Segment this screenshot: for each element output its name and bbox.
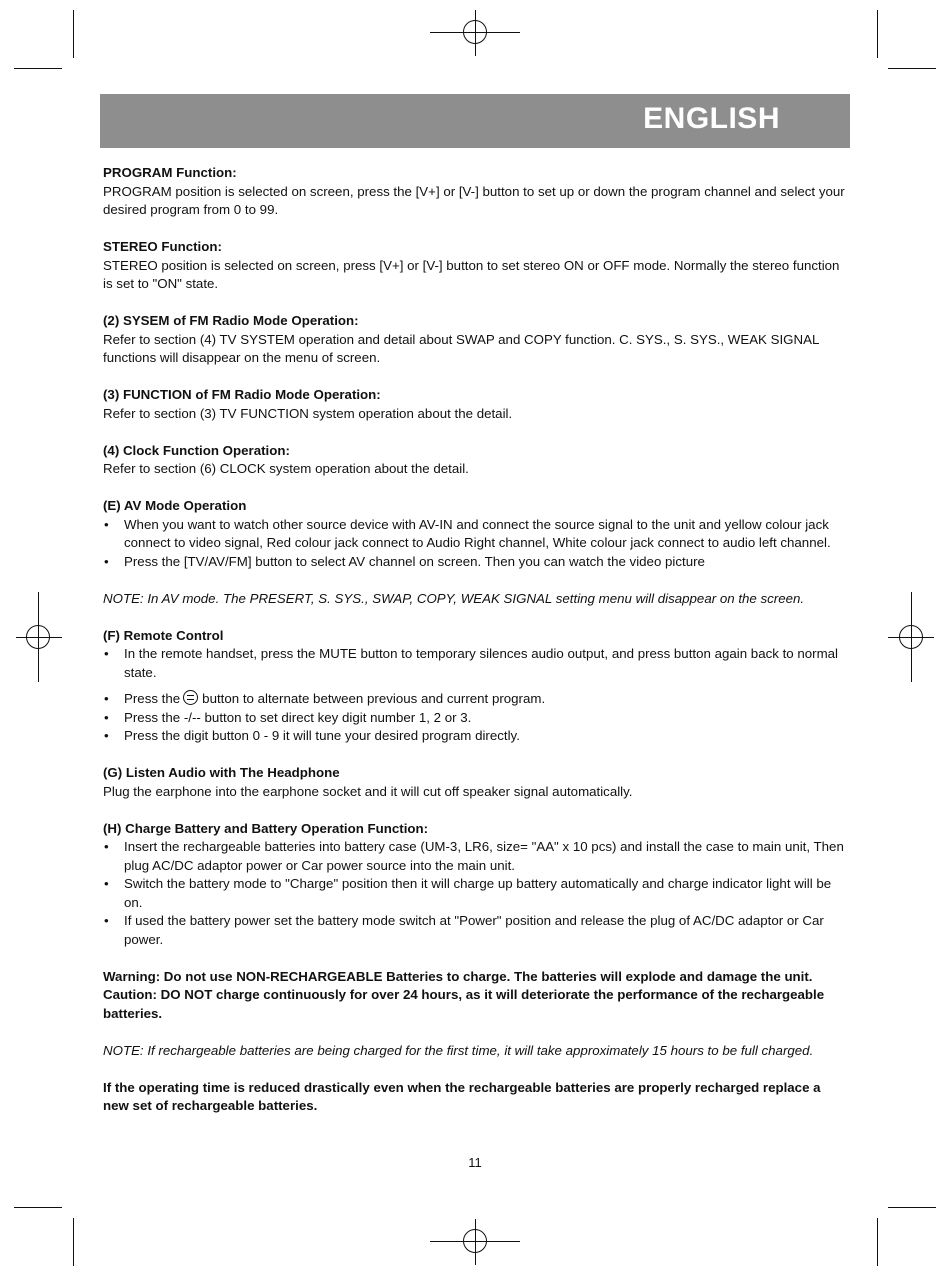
- headphone-heading: (G) Listen Audio with The Headphone: [103, 765, 340, 780]
- program-section: [103, 164, 849, 220]
- crop-mark: [14, 68, 62, 69]
- warning-text: Warning: Do not use NON-RECHARGEABLE Batteries to charge. The batteries will explode and damage the unit.: [103, 968, 813, 984]
- final-text: If the operating time is reduced drastically even when the rechargeable batteries are properly recharged replace a new set of rechargeable batteries.: [103, 1079, 821, 1113]
- crop-mark: [73, 1218, 74, 1266]
- stereo-heading: STEREO Function:: [103, 239, 222, 254]
- list-item: • Press the -/-- button to set direct key digit number 1, 2 or 3.: [103, 709, 849, 728]
- warning-section: [103, 968, 849, 1024]
- program-heading: PROGRAM Function:: [103, 165, 237, 180]
- caution-text: Caution: DO NOT charge continuously for over 24 hours, as it will deteriorate the performance of the rechargeable batteries.: [103, 987, 825, 1021]
- battery-heading: (H) Charge Battery and Battery Operation Function:: [103, 820, 429, 836]
- sysem-section: [103, 312, 849, 368]
- crop-mark: [14, 1207, 62, 1208]
- list-item: • In the remote handset, press the MUTE button to temporary silences audio output, and press button again back to normal state.: [103, 645, 849, 682]
- av-note-section: [103, 590, 849, 609]
- clock-heading: (4) Clock Function Operation:: [103, 442, 290, 458]
- remote-list: [103, 645, 849, 746]
- function-body: Refer to section (3) TV FUNCTION system operation about the detail.: [103, 405, 513, 421]
- list-item: • Switch the battery mode to "Charge" position then it will charge up battery automatically and charge indicator light will be on.: [103, 875, 849, 912]
- list-item: • Insert the rechargeable batteries into battery case (UM-3, LR6, size= "AA" x 10 pcs) and install the case to main unit, Then plug AC/DC adaptor power or Car power source into the main unit.: [103, 838, 849, 875]
- battery-note: NOTE: If rechargeable batteries are being charged for the first time, it will take approximately 15 hours to be full charged.: [103, 1042, 814, 1058]
- av-section: [103, 497, 849, 571]
- headphone-body: Plug the earphone into the earphone socket and it will cut off speaker signal automatically.: [103, 783, 633, 799]
- page-number: 11: [468, 1155, 482, 1170]
- av-note: NOTE: In AV mode. The PRESERT, S. SYS., SWAP, COPY, WEAK SIGNAL setting menu will disappear on the screen.: [103, 590, 805, 606]
- av-heading: (E) AV Mode Operation: [103, 498, 247, 513]
- sysem-body: Refer to section (4) TV SYSTEM operation and detail about SWAP and COPY function. C. SYS., S. SYS., WEAK SIGNAL functions will disappear on the menu of screen.: [103, 331, 819, 365]
- crop-mark: [888, 68, 936, 69]
- clock-body: Refer to section (6) CLOCK system operation about the detail.: [103, 461, 469, 476]
- registration-mark: [899, 625, 923, 649]
- crop-mark: [877, 1218, 878, 1266]
- banner-title: ENGLISH: [643, 102, 780, 135]
- program-body: PROGRAM position is selected on screen, press the [V+] or [V-] button to set up or down the program channel and select your desired program from 0 to 99.: [103, 183, 845, 217]
- remote-item2-post: button to alternate between previous and current program.: [202, 691, 546, 706]
- crop-mark: [73, 10, 74, 58]
- registration-mark: [463, 1229, 487, 1253]
- stereo-section: [103, 238, 849, 294]
- crop-mark: [877, 10, 878, 58]
- list-item: [103, 690, 849, 709]
- sysem-heading: (2) SYSEM of FM Radio Mode Operation:: [103, 313, 359, 328]
- swap-icon: [183, 690, 198, 705]
- av-list: [103, 516, 849, 572]
- page-content: [103, 164, 849, 1134]
- list-item: • When you want to watch other source device with AV-IN and connect the source signal to the unit and yellow colour jack connect to video signal, Red colour jack connect to Audio Right channel, White colour jack connect to audio left channel.: [103, 516, 849, 553]
- list-item: • If used the battery power set the battery mode switch at "Power" position and release the plug of AC/DC adaptor or Car power.: [103, 912, 849, 949]
- function-heading: (3) FUNCTION of FM Radio Mode Operation:: [103, 387, 381, 402]
- registration-mark: [463, 20, 487, 44]
- battery-section: [103, 820, 849, 950]
- remote-heading: (F) Remote Control: [103, 627, 224, 643]
- list-item: • Press the digit button 0 - 9 it will tune your desired program directly.: [103, 727, 849, 746]
- list-item: • Press the [TV/AV/FM] button to select AV channel on screen. Then you can watch the video picture: [103, 553, 849, 572]
- crop-mark: [888, 1207, 936, 1208]
- headphone-section: [103, 764, 849, 801]
- language-banner: [100, 94, 850, 148]
- final-section: [103, 1079, 849, 1116]
- stereo-body: STEREO position is selected on screen, press [V+] or [V-] button to set stereo ON or OFF mode. Normally the stereo function is set to "ON" state.: [103, 257, 840, 291]
- battery-note-section: [103, 1042, 849, 1061]
- function-section: [103, 386, 849, 423]
- battery-list: [103, 838, 849, 949]
- remote-section: [103, 627, 849, 746]
- remote-item2-pre: Press the: [124, 691, 181, 706]
- registration-mark: [26, 625, 50, 649]
- clock-section: [103, 442, 849, 479]
